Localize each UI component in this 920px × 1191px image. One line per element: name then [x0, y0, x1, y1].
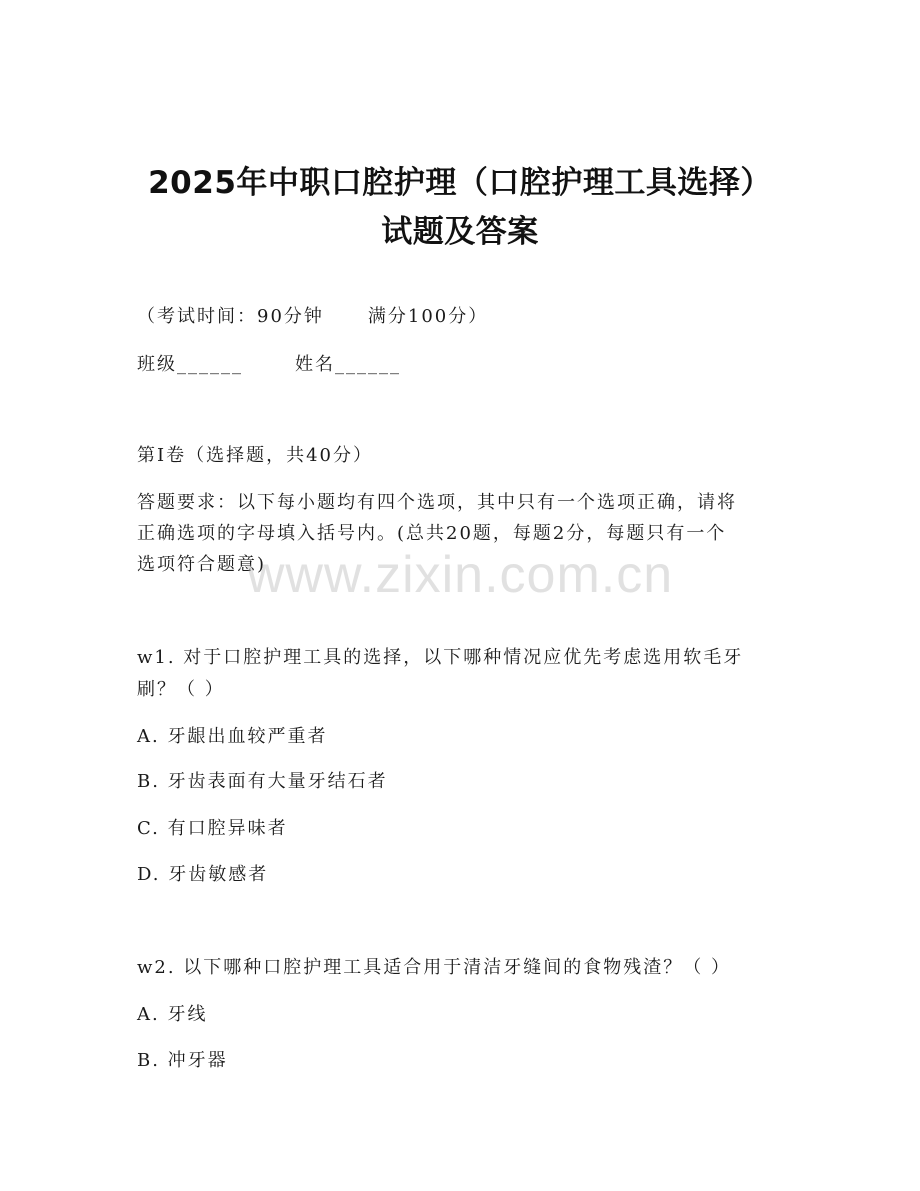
class-field: 班级______ — [137, 354, 243, 375]
question-stem: 刷？（ ） — [137, 679, 225, 700]
answer-option: C. 有口腔异味者 — [137, 818, 288, 839]
document-title-line-1: 2025年中职口腔护理（口腔护理工具选择） — [148, 165, 772, 201]
section-title: 第Ⅰ卷（选择题，共40分） — [137, 445, 374, 466]
instructions-line: 答题要求：以下每小题均有四个选项，其中只有一个选项正确，请将 — [137, 492, 737, 513]
question-stem: w1. 对于口腔护理工具的选择，以下哪种情况应优先考虑选用软毛牙 — [137, 647, 744, 668]
exam-info — [137, 302, 488, 328]
watermark: www.zixin.com.cn — [246, 546, 674, 604]
instructions-line: 正确选项的字母填入括号内。(总共20题，每题2分，每题只有一个 — [137, 523, 727, 544]
answer-option: A. 牙龈出血较严重者 — [137, 726, 328, 747]
instructions-line: 选项符合题意) — [137, 554, 267, 575]
question-stem: w2. 以下哪种口腔护理工具适合用于清洁牙缝间的食物残渣？（ ） — [137, 957, 732, 978]
answer-option: A. 牙线 — [137, 1004, 208, 1025]
exam-time: （考试时间：90分钟 — [137, 306, 324, 327]
answer-option: D. 牙齿敏感者 — [137, 864, 269, 885]
answer-option: B. 冲牙器 — [137, 1050, 228, 1071]
name-field: 姓名______ — [295, 354, 401, 375]
student-info — [137, 350, 401, 376]
answer-option: B. 牙齿表面有大量牙结石者 — [137, 771, 388, 792]
document-title-line-2: 试题及答案 — [381, 214, 539, 250]
full-score: 满分100分） — [367, 306, 489, 327]
